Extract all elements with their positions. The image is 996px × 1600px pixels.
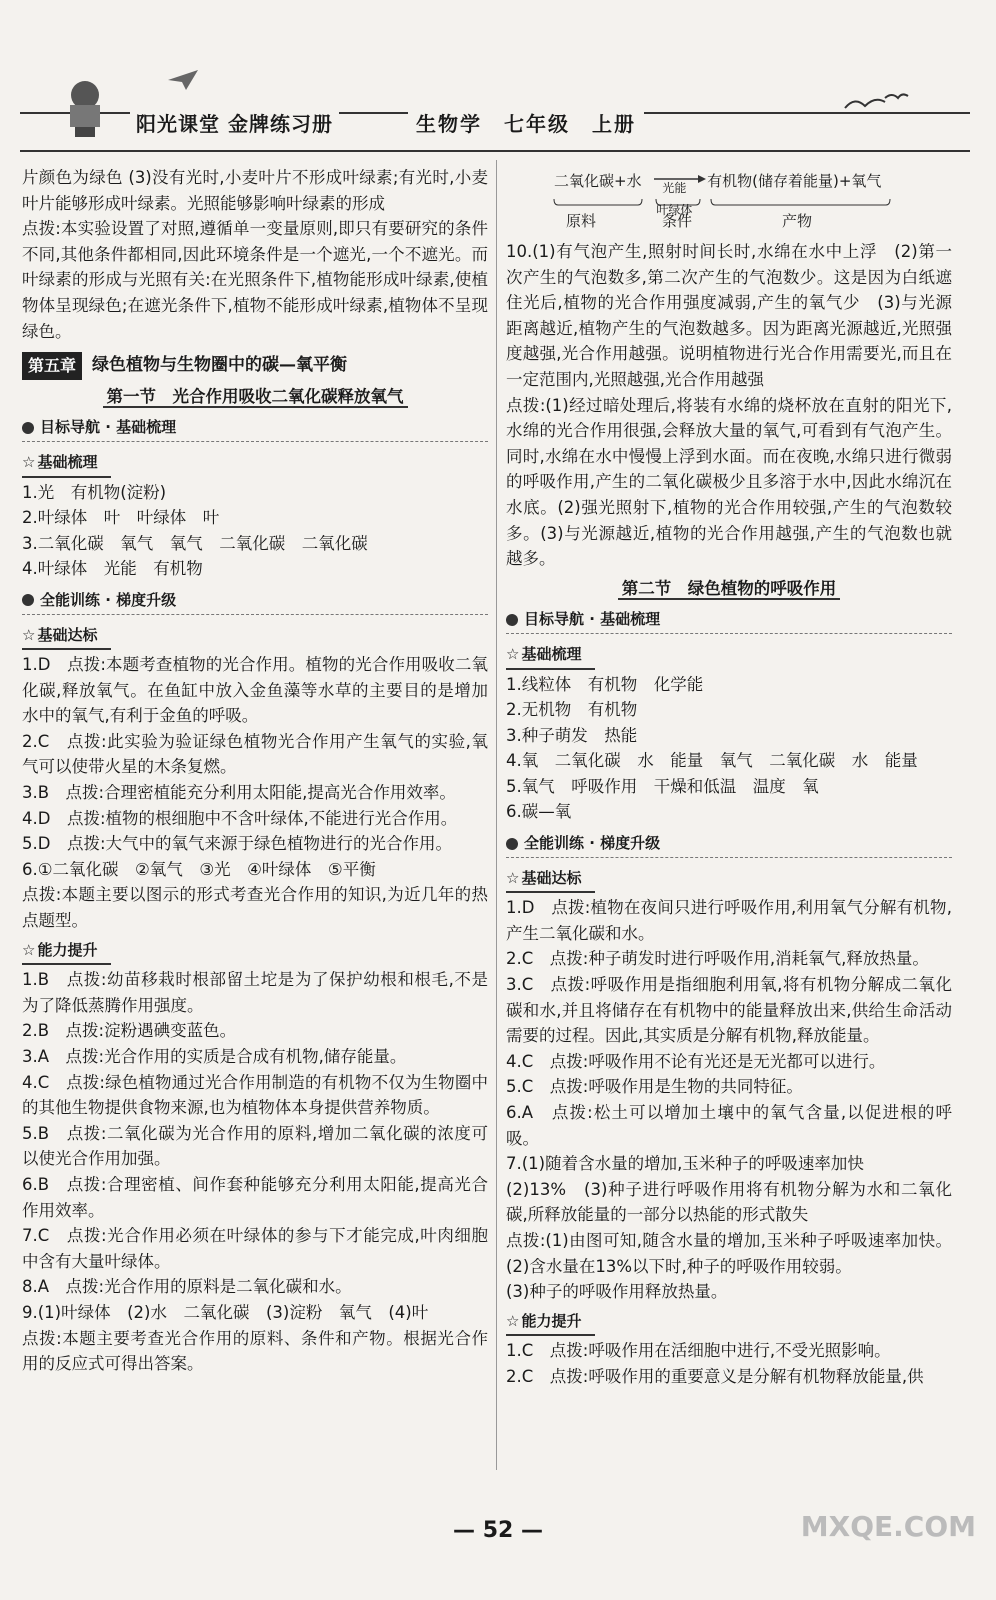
- section-title-text: 第二节 绿色植物的呼吸作用: [618, 579, 841, 600]
- sub-heading: [506, 1309, 595, 1337]
- band-text: 目标导航 · 基础梳理: [40, 418, 177, 437]
- list-item: 2.B 点拨:淀粉遇碘变蓝色。: [22, 1021, 237, 1041]
- right-column: [506, 165, 952, 1390]
- sub-text: 基础梳理: [521, 644, 582, 663]
- list-item: 5.B 点拨:二氧化碳为光合作用的原料,增加二氧化碳的浓度可以使光合作用加强。: [22, 1123, 488, 1169]
- equation-labels: [566, 209, 812, 235]
- list-item: 2.C 点拨:呼吸作用的重要意义是分解有机物释放能量,供: [506, 1366, 924, 1386]
- list-item: 1.D 点拨:植物在夜间只进行呼吸作用,利用氧气分解有机物,产生二氧化碳和水。: [506, 898, 952, 943]
- list-item: 9.(1)叶绿体 (2)水 二氧化碳 (3)淀粉 氧气 (4)叶: [22, 1302, 429, 1322]
- star-icon: ☆: [22, 452, 36, 471]
- brand-title: 阳光课堂 金牌练习册: [130, 108, 339, 137]
- list-item: 4.C 点拨:绿色植物通过光合作用制造的有机物不仅为生物圈中的其他生物提供食物来源,也为植物体本身提供营养物质。: [22, 1072, 488, 1118]
- birds-icon: [840, 88, 910, 118]
- sub-heading: [22, 450, 111, 478]
- list-item: 点拨:本题主要以图示的形式考查光合作用的知识,为近几年的热点题型。: [22, 885, 488, 931]
- band-heading: [506, 607, 952, 634]
- label-cond: 条件: [662, 212, 693, 230]
- list-item: (2)13% (3)种子进行呼吸作用将有机物分解为水和二氧化碳,所释放能量的一部分以热能的形式散失: [506, 1179, 952, 1225]
- list-item: 5.D 点拨:大气中的氧气来源于绿色植物进行的光合作用。: [22, 834, 453, 854]
- list-item: 2.无机物 有机物: [506, 700, 638, 720]
- q10-hint: 点拨:(1)经过暗处理后,将装有水绵的烧杯放在直射的阳光下,水绵的光合作用很强,会释放大量的氧气,可看到有气泡产生。同时,水绵在水中慢慢上浮到水面。而在夜晚,水绵只进行微弱的呼吸作用,产生的二氧化碳极少且多溶于水中,因此水绵沉在水底。(2)强光照射下,植物的光合作用较强,产生的气泡数较多。(3)与光源越近,植物的光合作用越强,产生的气泡数也就越多。: [506, 395, 952, 569]
- watermark: MXQE.COM: [800, 1510, 976, 1543]
- list-item: 5.C 点拨:呼吸作用是生物的共同特征。: [506, 1077, 803, 1097]
- chapter-title: 绿色植物与生物圈中的碳—氧平衡: [92, 355, 348, 376]
- list-item: 1.C 点拨:呼吸作用在活细胞中进行,不受光照影响。: [506, 1341, 891, 1361]
- list-item: 6.A 点拨:松土可以增加土壤中的氧气含量,以促进根的呼吸。: [506, 1103, 952, 1148]
- star-icon: ☆: [506, 868, 520, 887]
- photosynthesis-equation: [506, 165, 952, 239]
- equation-arrow-top: 光能: [662, 181, 687, 195]
- list-item: 2.C 点拨:种子萌发时进行呼吸作用,消耗氧气,释放热量。: [506, 949, 929, 969]
- list-item: (3)种子的呼吸作用释放热量。: [506, 1282, 728, 1302]
- sub-text: 基础达标: [521, 868, 582, 887]
- column-divider: [496, 160, 497, 1470]
- intro-answer: 片颜色为绿色 (3)没有光时,小麦叶片不形成叶绿素;有光时,小麦叶片能够形成叶绿素。光照能够影响叶绿素的形成: [22, 168, 488, 213]
- list-item: 3.A 点拨:光合作用的实质是合成有机物,储存能量。: [22, 1047, 407, 1066]
- sub-heading: [506, 866, 595, 894]
- paper-plane-icon: [168, 70, 198, 90]
- equation-reactants: 二氧化碳+水: [554, 172, 642, 190]
- band-icon: [506, 838, 518, 850]
- section-title: [506, 576, 952, 602]
- sub-heading: [22, 938, 111, 966]
- chapter-tag: 第五章: [22, 352, 82, 380]
- list-item: 3.C 点拨:呼吸作用是指细胞利用氧,将有机物分解成二氧化碳和水,并且将储存在有机物中的能量释放出来,供给生命活动需要的过程。因此,其实质是分解有机物,释放能量。: [506, 975, 952, 1046]
- star-icon: ☆: [506, 644, 520, 663]
- band-icon: [506, 614, 518, 626]
- list-item: 1.B 点拨:幼苗移栽时根部留土坨是为了保护幼根和根毛,不是为了降低蒸腾作用强度。: [22, 970, 488, 1015]
- left-column: [22, 165, 488, 1377]
- list-item: 4.氧 二氧化碳 水 能量 氧气 二氧化碳 水 能量: [506, 751, 918, 771]
- equation-formula: [554, 169, 882, 217]
- list-item: 4.D 点拨:植物的根细胞中不含叶绿体,不能进行光合作用。: [22, 808, 458, 828]
- label-prod: 产物: [782, 212, 813, 230]
- list-item: 8.A 点拨:光合作用的原料是二氧化碳和水。: [22, 1277, 352, 1297]
- list-item: 点拨:(1)由图可知,随含水量的增加,玉米种子呼吸速率加快。(2)含水量在13%以下时,种子的呼吸作用较弱。: [506, 1230, 952, 1276]
- band-heading: [22, 415, 488, 442]
- list-item: 6.B 点拨:合理密植、间作套种能够充分利用太阳能,提高光合作用效率。: [22, 1174, 488, 1220]
- band-heading: [506, 831, 952, 858]
- star-icon: ☆: [22, 940, 36, 959]
- sub-text: 能力提升: [521, 1311, 582, 1330]
- list-item: 4.叶绿体 光能 有机物: [22, 559, 203, 579]
- list-item: 7.(1)随着含水量的增加,玉米种子的呼吸速率加快: [506, 1154, 864, 1174]
- page-number: — 52 —: [453, 1518, 543, 1543]
- list-item: 6.碳—氧: [506, 802, 572, 822]
- equation-arrow-bottom: 叶绿体: [656, 203, 693, 217]
- sub-text: 基础梳理: [37, 452, 98, 471]
- telescope-icon: [50, 70, 120, 140]
- band-text: 全能训练 · 梯度升级: [40, 590, 177, 609]
- page-header: [0, 0, 996, 160]
- list-item: 3.二氧化碳 氧气 氧气 二氧化碳 二氧化碳: [22, 533, 368, 553]
- star-icon: ☆: [506, 1311, 520, 1330]
- section-title-text: 第一节 光合作用吸收二氧化碳释放氧气: [103, 387, 408, 408]
- list-item: 3.种子萌发 热能: [506, 725, 638, 745]
- sub-text: 能力提升: [37, 940, 98, 959]
- sub-heading: [22, 623, 111, 651]
- list-item: 7.C 点拨:光合作用必须在叶绿体的参与下才能完成,叶肉细胞中含有大量叶绿体。: [22, 1226, 488, 1271]
- list-item: 6.①二氧化碳 ②氧气 ③光 ④叶绿体 ⑤平衡: [22, 859, 376, 879]
- sub-heading: [506, 642, 595, 670]
- band-heading: [22, 588, 488, 615]
- chapter-heading: [22, 352, 488, 380]
- sub-text: 基础达标: [37, 625, 98, 644]
- list-item: 1.线粒体 有机物 化学能: [506, 674, 704, 694]
- band-icon: [22, 594, 34, 606]
- band-text: 全能训练 · 梯度升级: [524, 834, 661, 853]
- band-text: 目标导航 · 基础梳理: [524, 610, 661, 629]
- list-item: 1.光 有机物(淀粉): [22, 482, 167, 502]
- list-item: 5.氧气 呼吸作用 干燥和低温 温度 氧: [506, 776, 819, 796]
- list-item: 2.C 点拨:此实验为验证绿色植物光合作用产生氧气的实验,氧气可以使带火星的木条复燃。: [22, 731, 488, 777]
- star-icon: ☆: [22, 625, 36, 644]
- list-item: 点拨:本题主要考查光合作用的原料、条件和产物。根据光合作用的反应式可得出答案。: [22, 1328, 488, 1374]
- band-icon: [22, 422, 34, 434]
- list-item: 4.C 点拨:呼吸作用不论有光还是无光都可以进行。: [506, 1051, 886, 1071]
- intro-hint: 点拨:本实验设置了对照,遵循单一变量原则,即只有要研究的条件不同,其他条件都相同,因此环境条件是一个遮光,一个不遮光。而叶绿素的形成与光照有关:在光照条件下,植物能形成叶绿素,使植物体呈现绿色;在遮光条件下,植物不能形成叶绿素,植物体不呈现绿色。: [22, 219, 488, 341]
- label-raw: 原料: [566, 212, 597, 230]
- q10-answer: 10.(1)有气泡产生,照射时间长时,水绵在水中上浮 (2)第一次产生的气泡数多,第二次产生的气泡数少。这是因为白纸遮住光后,植物的光合作用强度减弱,产生的氧气少 (3)与光源距离越近,植物产生的气泡数越多。因为距离光源越近,光照强度越强,光合作用越强。说明植物进行光合作用需要光,而且在一定范围内,光照越强,光合作用越强: [506, 242, 952, 389]
- subject-title: 生物学 七年级 上册: [408, 108, 644, 137]
- list-item: 3.B 点拨:合理密植能充分利用太阳能,提高光合作用效率。: [22, 783, 456, 803]
- equation-products: 有机物(储存着能量)+氧气: [707, 172, 882, 190]
- section-title: [22, 384, 488, 410]
- list-item: 1.D 点拨:本题考查植物的光合作用。植物的光合作用吸收二氧化碳,释放氧气。在鱼缸中放入金鱼藻等水草的主要目的是增加水中的氧气,有利于金鱼的呼吸。: [22, 655, 488, 726]
- list-item: 2.叶绿体 叶 叶绿体 叶: [22, 508, 220, 528]
